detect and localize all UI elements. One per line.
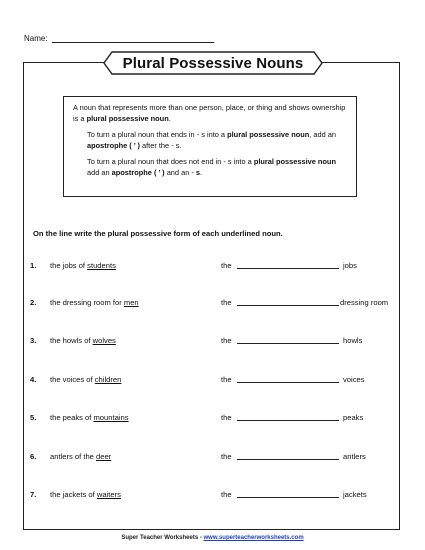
definition-box (63, 96, 357, 197)
item-number: 2. (30, 298, 37, 307)
name-field-row (24, 34, 214, 43)
name-label: Name: (24, 34, 48, 43)
answer-line[interactable] (237, 459, 339, 460)
answer-suffix: antlers (343, 452, 366, 461)
item-number: 1. (30, 261, 37, 270)
exercise-item (30, 375, 400, 387)
exercise-item (30, 490, 400, 502)
footer-separator: - (198, 535, 204, 541)
answer-suffix: voices (343, 375, 365, 384)
item-phrase: the voices of children (50, 375, 122, 384)
item-number: 7. (30, 490, 37, 499)
exercise-item (30, 452, 400, 464)
answer-prefix: the (221, 452, 232, 461)
underlined-noun: children (94, 375, 122, 384)
answer-line[interactable] (237, 497, 339, 498)
footer-brand: Super Teacher Worksheets (121, 535, 199, 541)
answer-line[interactable] (237, 382, 339, 383)
underlined-noun: men (123, 298, 139, 307)
answer-prefix: the (221, 261, 232, 270)
answer-line[interactable] (237, 343, 339, 344)
rule-ends-in-s: To turn a plural noun that ends in - s into a plural possessive noun, add an apostrophe ( ’ ) after the - s. (87, 130, 336, 150)
item-phrase: antlers of the deer (50, 452, 112, 461)
exercise-item (30, 336, 400, 348)
answer-prefix: the (221, 375, 232, 384)
answer-suffix: jackets (343, 490, 367, 499)
underlined-noun: students (87, 261, 116, 270)
item-number: 5. (30, 413, 37, 422)
answer-prefix: the (221, 298, 232, 307)
name-input-line[interactable] (52, 34, 214, 43)
item-number: 3. (30, 336, 37, 345)
rule-not-ends-in-s: To turn a plural noun that does not end in - s into a plural possessive noun add an apostrophe ( ’ ) and an - s. (87, 157, 336, 177)
answer-line[interactable] (237, 268, 339, 269)
item-phrase: the jackets of waiters (50, 490, 121, 499)
item-phrase: the howls of wolves (50, 336, 116, 345)
answer-prefix: the (221, 490, 232, 499)
footer-link[interactable]: www.superteacherworksheets.com (203, 535, 304, 541)
item-number: 6. (30, 452, 37, 461)
item-number: 4. (30, 375, 37, 384)
answer-suffix: howls (343, 336, 363, 345)
item-phrase: the jobs of students (50, 261, 116, 270)
answer-line[interactable] (237, 420, 339, 421)
underlined-noun: mountains (93, 413, 129, 422)
instructions: On the line write the plural possessive form of each underlined noun. (33, 229, 283, 238)
page-title: Plural Possessive Nouns (122, 54, 304, 72)
definition-text: A noun that represents more than one person, place, or thing and shows ownership is a plural possessive noun. (73, 103, 346, 123)
underlined-noun: deer (96, 452, 112, 461)
answer-prefix: the (221, 413, 232, 422)
answer-suffix: jobs (343, 261, 357, 270)
item-phrase: the dressing room for men (50, 298, 139, 307)
answer-suffix: peaks (343, 413, 364, 422)
underlined-noun: waiters (96, 490, 121, 499)
answer-suffix: dressing room (340, 298, 389, 307)
exercise-item (30, 298, 400, 310)
answer-line[interactable] (237, 305, 339, 306)
exercise-item (30, 413, 400, 425)
underlined-noun: wolves (92, 336, 116, 345)
item-phrase: the peaks of mountains (50, 413, 129, 422)
exercise-item (30, 261, 400, 273)
footer (0, 535, 425, 541)
answer-prefix: the (221, 336, 232, 345)
